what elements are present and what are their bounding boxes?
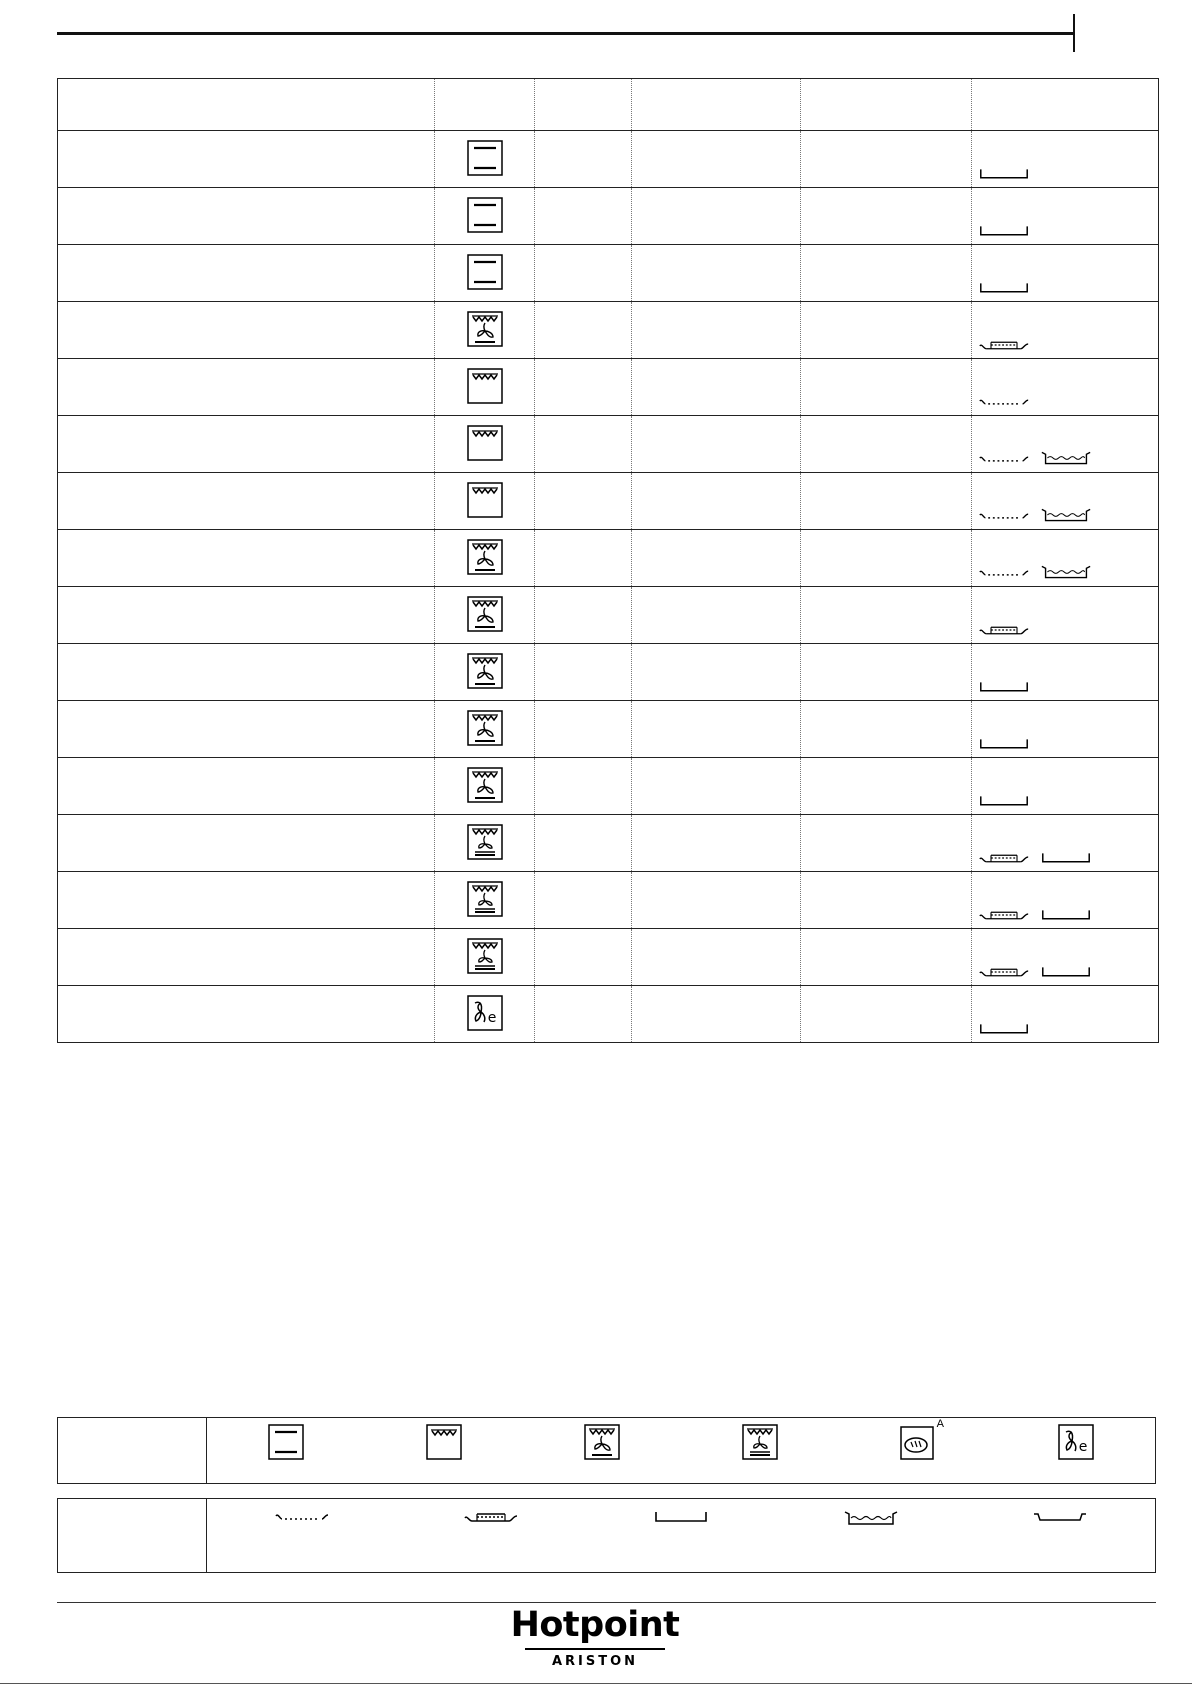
turbo-grill-icon xyxy=(584,1424,620,1460)
eco-fan-icon xyxy=(467,995,503,1031)
wire-shelf-tray-icon xyxy=(978,965,1030,979)
table-row xyxy=(58,530,1159,587)
accessories-cell xyxy=(972,815,1159,872)
temperature-cell xyxy=(632,473,801,530)
legend-function-item xyxy=(742,1424,778,1465)
time-cell xyxy=(801,416,972,473)
bread-icon xyxy=(900,1424,936,1460)
recipe-cell xyxy=(58,302,435,359)
accessories-cell xyxy=(972,758,1159,815)
temperature-cell xyxy=(632,188,801,245)
legend-functions xyxy=(57,1417,1156,1484)
accessory-group xyxy=(972,929,1158,985)
time-cell xyxy=(801,986,972,1043)
table-row xyxy=(58,986,1159,1043)
recipe-cell xyxy=(58,473,435,530)
header-cell-function xyxy=(435,79,535,131)
cooking-table xyxy=(57,78,1159,1043)
preheat-cell xyxy=(535,644,632,701)
turbo-grill-icon xyxy=(467,596,503,632)
accessory-group xyxy=(972,302,1158,358)
recipe-cell xyxy=(58,131,435,188)
function-cell xyxy=(435,131,535,188)
recipe-cell xyxy=(58,359,435,416)
footer-rule xyxy=(0,1683,1192,1684)
table-row xyxy=(58,815,1159,872)
legend-function-item xyxy=(584,1424,620,1465)
legend-functions-icons xyxy=(207,1418,1155,1483)
recipe-cell xyxy=(58,530,435,587)
legend-function-item xyxy=(426,1424,462,1465)
baking-tray-icon xyxy=(978,224,1030,238)
function-cell xyxy=(435,872,535,929)
recipe-cell xyxy=(58,986,435,1043)
header-cell-accessories xyxy=(972,79,1159,131)
preheat-cell xyxy=(535,188,632,245)
preheat-cell xyxy=(535,872,632,929)
accessory-group xyxy=(972,416,1158,472)
time-cell xyxy=(801,644,972,701)
conventional-icon xyxy=(268,1424,304,1460)
temperature-cell xyxy=(632,758,801,815)
function-cell xyxy=(435,188,535,245)
wire-shelf-tray-icon xyxy=(978,851,1030,865)
preheat-cell xyxy=(535,302,632,359)
function-cell xyxy=(435,302,535,359)
drip-tray-icon xyxy=(843,1509,899,1527)
baking-tray-icon xyxy=(653,1509,709,1525)
accessory-group xyxy=(972,701,1158,757)
table-row xyxy=(58,302,1159,359)
preheat-cell xyxy=(535,416,632,473)
baking-tray-icon xyxy=(978,1022,1030,1036)
conventional-icon xyxy=(467,140,503,176)
time-cell xyxy=(801,245,972,302)
accessories-cell xyxy=(972,188,1159,245)
time-cell xyxy=(801,131,972,188)
recipe-cell xyxy=(58,872,435,929)
table-row xyxy=(58,359,1159,416)
grill-fan-bottom-icon xyxy=(742,1424,778,1460)
accessory-group xyxy=(972,359,1158,415)
conventional-icon xyxy=(467,197,503,233)
table-row xyxy=(58,131,1159,188)
grill-fan-bottom-icon xyxy=(467,881,503,917)
preheat-cell xyxy=(535,245,632,302)
legend-accessory-item xyxy=(274,1509,330,1530)
brand-logo xyxy=(500,1604,690,1672)
grill-fan-bottom-icon xyxy=(467,938,503,974)
header-cell-preheat xyxy=(535,79,632,131)
turbo-grill-icon xyxy=(467,539,503,575)
eco-fan-icon xyxy=(1058,1424,1094,1460)
function-cell xyxy=(435,359,535,416)
brand-name: Hotpoint xyxy=(510,1605,680,1645)
recipe-cell xyxy=(58,644,435,701)
recipe-cell xyxy=(58,701,435,758)
accessories-cell xyxy=(972,986,1159,1043)
accessory-group xyxy=(972,872,1158,928)
temperature-cell xyxy=(632,530,801,587)
table-row xyxy=(58,644,1159,701)
accessories-cell xyxy=(972,530,1159,587)
preheat-cell xyxy=(535,473,632,530)
table-row xyxy=(58,758,1159,815)
top-corner-mark xyxy=(1073,14,1075,52)
drip-tray-icon xyxy=(1040,450,1092,466)
time-cell xyxy=(801,872,972,929)
grill-icon xyxy=(467,482,503,518)
preheat-cell xyxy=(535,359,632,416)
table-row xyxy=(58,245,1159,302)
baking-tray-icon xyxy=(978,794,1030,808)
legend-accessory-item xyxy=(843,1509,899,1532)
wire-shelf-tray-icon xyxy=(978,338,1030,352)
accessories-cell xyxy=(972,302,1159,359)
function-cell xyxy=(435,644,535,701)
drip-tray-icon xyxy=(1040,507,1092,523)
preheat-cell xyxy=(535,815,632,872)
wire-shelf-icon xyxy=(274,1509,330,1525)
accessories-cell xyxy=(972,131,1159,188)
legend-functions-label xyxy=(58,1418,207,1483)
grill-icon xyxy=(467,425,503,461)
conventional-icon xyxy=(467,254,503,290)
recipe-cell xyxy=(58,416,435,473)
accessories-cell xyxy=(972,473,1159,530)
legend-accessory-item xyxy=(463,1509,519,1530)
recipe-cell xyxy=(58,245,435,302)
accessory-group xyxy=(972,986,1158,1042)
turbo-grill-icon xyxy=(467,653,503,689)
preheat-cell xyxy=(535,929,632,986)
baking-tray-icon xyxy=(1040,908,1092,922)
header-cell-time xyxy=(801,79,972,131)
time-cell xyxy=(801,701,972,758)
accessory-group xyxy=(972,758,1158,814)
wire-shelf-icon xyxy=(978,566,1030,580)
time-cell xyxy=(801,815,972,872)
header-cell-temperature xyxy=(632,79,801,131)
temperature-cell xyxy=(632,302,801,359)
preheat-cell xyxy=(535,758,632,815)
table-row xyxy=(58,473,1159,530)
baking-tray-icon xyxy=(978,167,1030,181)
temperature-cell xyxy=(632,359,801,416)
wire-shelf-tray-icon xyxy=(978,623,1030,637)
bread-auto-letter: A xyxy=(936,1418,944,1430)
time-cell xyxy=(801,929,972,986)
legend-accessory-item xyxy=(653,1509,709,1530)
wire-shelf-icon xyxy=(978,395,1030,409)
function-cell xyxy=(435,815,535,872)
accessories-cell xyxy=(972,929,1159,986)
legend-function-item xyxy=(268,1424,304,1465)
temperature-cell xyxy=(632,416,801,473)
temperature-cell xyxy=(632,644,801,701)
accessory-group xyxy=(972,644,1158,700)
preheat-cell xyxy=(535,986,632,1043)
baking-tray-icon xyxy=(978,737,1030,751)
temperature-cell xyxy=(632,815,801,872)
accessories-cell xyxy=(972,416,1159,473)
bottom-rule xyxy=(57,1602,1156,1603)
wire-shelf-icon xyxy=(978,452,1030,466)
cake-tin-icon xyxy=(1032,1509,1088,1525)
baking-tray-icon xyxy=(978,680,1030,694)
time-cell xyxy=(801,587,972,644)
accessories-cell xyxy=(972,872,1159,929)
accessory-group xyxy=(972,188,1158,244)
function-cell xyxy=(435,245,535,302)
logo-divider xyxy=(525,1648,665,1650)
time-cell xyxy=(801,188,972,245)
brand-subtitle: ARISTON xyxy=(551,1654,639,1669)
recipe-cell xyxy=(58,815,435,872)
legend-function-item xyxy=(1058,1424,1094,1465)
table-row xyxy=(58,872,1159,929)
wire-shelf-tray-icon xyxy=(978,908,1030,922)
table-header-row xyxy=(58,79,1159,131)
accessories-cell xyxy=(972,359,1159,416)
table-row xyxy=(58,188,1159,245)
temperature-cell xyxy=(632,587,801,644)
legend-accessory-item xyxy=(1032,1509,1088,1530)
accessory-group xyxy=(972,815,1158,871)
preheat-cell xyxy=(535,587,632,644)
preheat-cell xyxy=(535,530,632,587)
accessories-cell xyxy=(972,701,1159,758)
table-row xyxy=(58,587,1159,644)
legend-accessories-icons xyxy=(207,1499,1155,1572)
temperature-cell xyxy=(632,245,801,302)
function-cell xyxy=(435,986,535,1043)
table-row xyxy=(58,416,1159,473)
function-cell xyxy=(435,758,535,815)
time-cell xyxy=(801,302,972,359)
legend-accessories-label xyxy=(58,1499,207,1572)
temperature-cell xyxy=(632,701,801,758)
turbo-grill-icon xyxy=(467,710,503,746)
function-cell xyxy=(435,473,535,530)
time-cell xyxy=(801,473,972,530)
recipe-cell xyxy=(58,188,435,245)
accessories-cell xyxy=(972,245,1159,302)
accessory-group xyxy=(972,530,1158,586)
time-cell xyxy=(801,530,972,587)
function-cell xyxy=(435,701,535,758)
grill-icon xyxy=(467,368,503,404)
accessory-group xyxy=(972,473,1158,529)
turbo-grill-icon xyxy=(467,767,503,803)
preheat-cell xyxy=(535,701,632,758)
top-rule xyxy=(57,32,1075,35)
baking-tray-icon xyxy=(978,281,1030,295)
baking-tray-icon xyxy=(1040,965,1092,979)
temperature-cell xyxy=(632,131,801,188)
temperature-cell xyxy=(632,929,801,986)
function-cell xyxy=(435,587,535,644)
temperature-cell xyxy=(632,872,801,929)
recipe-cell xyxy=(58,929,435,986)
legend-function-item xyxy=(900,1418,944,1465)
wire-shelf-icon xyxy=(978,509,1030,523)
preheat-cell xyxy=(535,131,632,188)
header-cell-recipe xyxy=(58,79,435,131)
table-row xyxy=(58,701,1159,758)
accessory-group xyxy=(972,587,1158,643)
accessories-cell xyxy=(972,644,1159,701)
legend-accessories xyxy=(57,1498,1156,1573)
accessory-group xyxy=(972,245,1158,301)
function-cell xyxy=(435,530,535,587)
time-cell xyxy=(801,758,972,815)
temperature-cell xyxy=(632,986,801,1043)
table-row xyxy=(58,929,1159,986)
grill-icon xyxy=(426,1424,462,1460)
turbo-grill-icon xyxy=(467,311,503,347)
baking-tray-icon xyxy=(1040,851,1092,865)
drip-tray-icon xyxy=(1040,564,1092,580)
function-cell xyxy=(435,416,535,473)
function-cell xyxy=(435,929,535,986)
time-cell xyxy=(801,359,972,416)
accessory-group xyxy=(972,131,1158,187)
wire-shelf-tray-icon xyxy=(463,1509,519,1525)
recipe-cell xyxy=(58,758,435,815)
recipe-cell xyxy=(58,587,435,644)
accessories-cell xyxy=(972,587,1159,644)
grill-fan-bottom-icon xyxy=(467,824,503,860)
